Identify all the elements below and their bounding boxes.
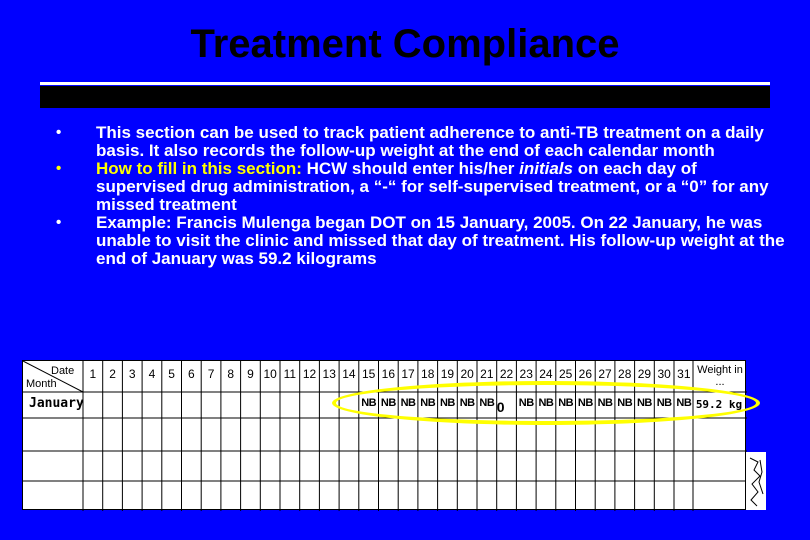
day-header-17: 17 [401,367,415,381]
form-edge-figure [746,452,766,510]
figure-sketch-icon [746,452,766,510]
month-label: January [29,396,84,411]
day-header-6: 6 [188,367,195,381]
initials-mark-16: NB [380,397,396,409]
weight-header [694,364,746,388]
initials-mark-18: NB [420,397,436,409]
how-to-lead: How to fill in this section: [96,159,302,178]
initials-mark-30: NB [656,397,672,409]
day-header-1: 1 [89,367,97,381]
title-divider-thin [40,82,770,85]
initials-mark-24: NB [538,397,554,409]
day-header-10: 10 [263,367,277,381]
day-header-12: 12 [302,367,317,381]
day-header-31: 31 [677,367,691,381]
title-divider-thick [40,86,770,108]
highlight-oval [332,381,760,425]
day-header-13: 13 [322,367,336,381]
how-to-italic: initials [519,159,573,178]
initials-mark-23: NB [518,397,534,409]
initials-mark-20: NB [459,397,475,409]
day-header-3: 3 [128,367,136,381]
initials-mark-31: NB [676,397,692,409]
day-header-7: 7 [207,367,215,381]
day-header-20: 20 [460,367,474,381]
day-header-28: 28 [618,367,632,381]
initials-mark-21: NB [479,397,495,409]
day-header-21: 21 [480,367,494,381]
initials-mark-26: NB [577,397,593,409]
initials-mark-19: NB [439,397,455,409]
initials-mark-25: NB [558,397,574,409]
day-header-4: 4 [148,367,156,381]
day-header-16: 16 [381,367,396,381]
slide-title: Treatment Compliance [190,22,620,66]
initials-mark-15: NB [361,397,377,409]
initials-mark-17: NB [400,397,416,409]
day-header-5: 5 [168,367,175,381]
day-header-26: 26 [578,367,593,381]
bullet-dot-icon: • [56,124,62,141]
weight-header-text: Weight in [697,364,743,376]
bullet-item [50,214,790,268]
day-header-25: 25 [558,367,573,381]
weight-value: 59.2 kg [695,398,743,411]
bullet-list [50,124,790,268]
how-to-text-2: on each day of supervised drug administration, a “-“ for self-supervised treatment, or a “0” for any missed treatment [96,159,769,214]
day-header-30: 30 [657,367,671,381]
day-header-19: 19 [440,367,455,381]
day-header-15: 15 [361,367,376,381]
bullet-item [50,124,790,160]
bullet-dot-icon: • [56,214,62,231]
day-header-14: 14 [342,367,356,381]
day-header-9: 9 [247,367,254,381]
weight-header-sub: ... [715,376,725,388]
bullet-text: This section can be used to track patient adherence to anti-TB treatment on a daily basis. It also records the follow-up weight at the end of each calendar month [96,123,764,160]
missed-mark-22: 0 [496,399,505,415]
initials-mark-27: NB [597,397,613,409]
day-header-23: 23 [519,367,533,381]
header-month: Month [26,378,57,390]
bullet-dot-icon: • [56,160,62,177]
day-header-24: 24 [539,367,553,381]
day-header-27: 27 [598,367,612,381]
initials-mark-28: NB [617,397,633,409]
day-header-8: 8 [227,367,235,381]
day-header-22: 22 [499,367,514,381]
how-to-text-1: HCW should enter his/her [301,159,520,178]
bullet-text: Example: Francis Mulenga began DOT on 15 January, 2005. On 22 January, he was unable to visit the clinic and missed that day of treatment. His follow-up weight at the end of January was 59.2 kilograms [96,213,785,268]
bullet-item-how-to [50,160,790,214]
day-header-11: 11 [283,367,297,381]
initials-mark-29: NB [636,397,652,409]
day-header-18: 18 [421,367,435,381]
header-date: Date [51,365,75,377]
day-header-2: 2 [109,367,116,381]
day-header-29: 29 [637,367,652,381]
